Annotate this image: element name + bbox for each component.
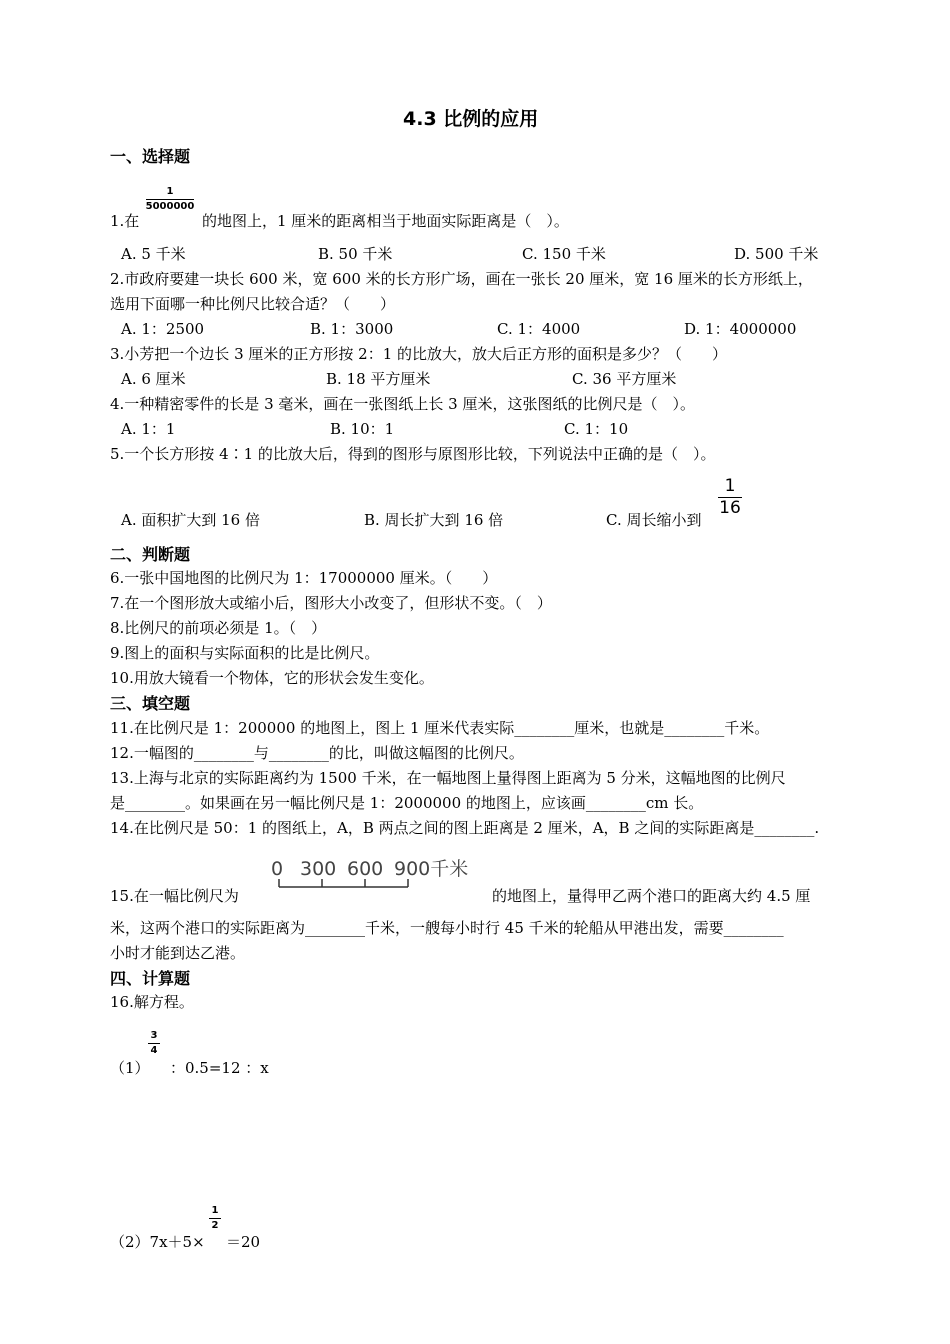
q4-option-b: B. 10：1: [330, 420, 395, 438]
scale-label-900: 900千米: [394, 858, 469, 880]
q10-text: 10.用放大镜看一个物体，它的形状会发生变化。: [110, 669, 434, 687]
q2-option-b: B. 1：3000: [310, 320, 394, 338]
scale-label-300: 300: [300, 858, 337, 880]
q2-option-d: D. 1：4000000: [684, 320, 797, 338]
q9-text: 9.图上的面积与实际面积的比是比例尺。: [110, 644, 380, 662]
q15-prefix: 15.在一幅比例尺为: [110, 887, 239, 905]
eq1-fraction-denominator: 4: [150, 1045, 158, 1056]
q1-fraction-numerator: 1: [166, 186, 174, 197]
q15-line3: 小时才能到达乙港。: [110, 944, 246, 962]
scale-bar-image: [270, 853, 480, 895]
eq1-fraction: [148, 1031, 160, 1056]
q2-option-a: A. 1：2500: [121, 320, 205, 338]
q2-line2: 选用下面哪一种比例尺比较合适？（ ）: [110, 295, 396, 313]
q5-fraction-denominator: 16: [719, 498, 741, 518]
q5-option-c: C. 周长缩小到: [606, 511, 702, 529]
q5-option-b: B. 周长扩大到 16 倍: [364, 511, 504, 529]
section-heading-fill: 三、填空题: [110, 694, 191, 713]
q2-line1: 2.市政府要建一块长 600 米，宽 600 米的长方形广场，画在一张长 20 厘米，宽 16 厘米的长方形纸上，: [110, 270, 813, 288]
q5-text: 5.一个长方形按 4∶1 的比放大后，得到的图形与原图形比较，下列说法中正确的是（ ）。: [110, 445, 716, 463]
q4-option-a: A. 1：1: [121, 420, 176, 438]
q12-text: 12.一幅图的________与________的比，叫做这幅图的比例尺。: [110, 744, 524, 762]
q2-option-c: C. 1：4000: [497, 320, 581, 338]
q1-option-b: B. 50 千米: [318, 245, 393, 263]
section-heading-choice: 一、选择题: [110, 147, 191, 166]
q1-prefix: 1.在: [110, 212, 140, 230]
eq2-prefix: （2）7x＋5×: [110, 1233, 205, 1251]
q1-option-c: C. 150 千米: [522, 245, 606, 263]
eq2-suffix: ＝20: [226, 1233, 261, 1251]
q15-suffix: 的地图上，量得甲乙两个港口的距离大约 4.5 厘: [492, 887, 811, 905]
q3-option-c: C. 36 平方厘米: [572, 370, 677, 388]
eq1-fraction-numerator: 3: [150, 1030, 158, 1041]
eq2-fraction-denominator: 2: [211, 1220, 219, 1231]
q13-line1: 13.上海与北京的实际距离约为 1500 千米，在一幅地图上量得图上距离为 5 分米，这幅地图的比例尺: [110, 769, 786, 787]
q13-line2: 是________。如果画在另一幅比例尺是 1：2000000 的地图上，应该画________cm 长。: [110, 794, 704, 812]
eq2-fraction: [209, 1206, 221, 1231]
q1-fraction: [146, 187, 194, 212]
q14-text: 14.在比例尺是 50：1 的图纸上，A，B 两点之间的图上距离是 2 厘米，A，B 之间的实际距离是________.: [110, 819, 820, 837]
eq2-fraction-numerator: 1: [211, 1205, 219, 1216]
q15-line2: 米，这两个港口的实际距离为________千米，一艘每小时行 45 千米的轮船从甲港出发，需要________: [110, 919, 784, 937]
q1-suffix: 的地图上，1 厘米的距离相当于地面实际距离是（ ）。: [202, 212, 569, 230]
q5-fraction-numerator: 1: [724, 476, 736, 496]
q11-text: 11.在比例尺是 1：200000 的地图上，图上 1 厘米代表实际________厘米，也就是________千米。: [110, 719, 770, 737]
q1-option-d: D. 500 千米: [734, 245, 819, 263]
q16-text: 16.解方程。: [110, 993, 194, 1011]
scale-label-0: 0: [271, 858, 284, 880]
section-heading-judge: 二、判断题: [110, 545, 191, 564]
q5-fraction: [718, 478, 742, 517]
fraction-bar: [209, 1218, 221, 1219]
q4-text: 4.一种精密零件的长是 3 毫米，画在一张图纸上长 3 厘米，这张图纸的比例尺是（ ）。: [110, 395, 695, 413]
eq1-suffix: ：0.5=12 ：x: [170, 1059, 269, 1077]
section-heading-calc: 四、计算题: [110, 969, 191, 988]
page-title: 4.3 比例的应用: [403, 108, 539, 130]
q3-text: 3.小芳把一个边长 3 厘米的正方形按 2：1 的比放大，放大后正方形的面积是多少？（ ）: [110, 345, 728, 363]
fraction-bar: [146, 199, 194, 200]
scale-label-600: 600: [347, 858, 384, 880]
q7-text: 7.在一个图形放大或缩小后，图形大小改变了，但形状不变。（ ）: [110, 594, 552, 612]
q8-text: 8.比例尺的前项必须是 1。（ ）: [110, 619, 327, 637]
q6-text: 6.一张中国地图的比例尺为 1：17000000 厘米。（ ）: [110, 569, 498, 587]
fraction-bar: [148, 1043, 160, 1044]
q1-option-a: A. 5 千米: [121, 245, 186, 263]
q3-option-a: A. 6 厘米: [121, 370, 186, 388]
eq1-prefix: （1）: [110, 1059, 150, 1077]
q4-option-c: C. 1：10: [564, 420, 629, 438]
q1-fraction-denominator: 5000000: [145, 201, 195, 212]
q3-option-b: B. 18 平方厘米: [326, 370, 431, 388]
q5-option-a: A. 面积扩大到 16 倍: [121, 511, 260, 529]
